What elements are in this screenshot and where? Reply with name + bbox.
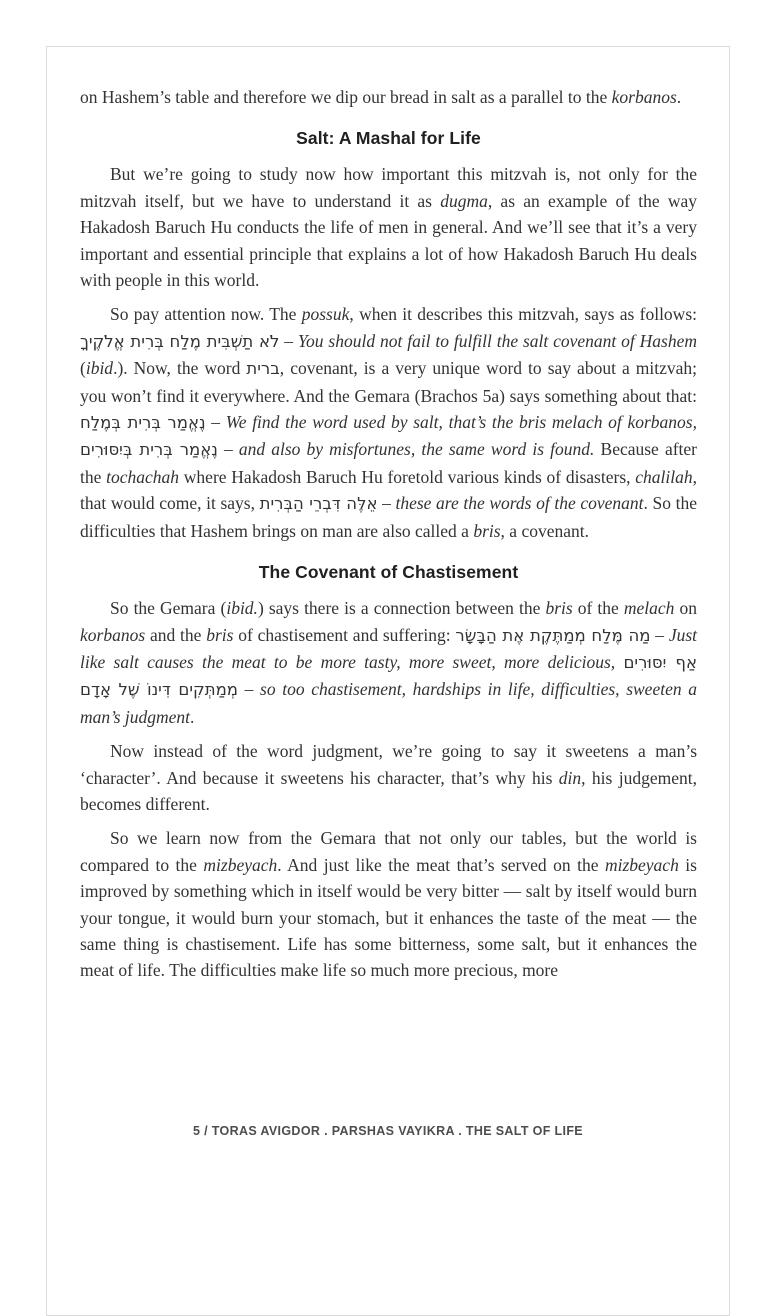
italic-text-run: bris <box>473 520 501 541</box>
text-run: .). Now, the word <box>113 358 247 379</box>
text-run: – <box>650 624 669 645</box>
text-run: – <box>377 493 396 514</box>
hebrew-text: מַה מֶּלַח מְמַתֶּקֶת אֶת הַבָּשָׂר <box>455 625 651 645</box>
text-run: . <box>190 706 195 727</box>
text-run: where Hakadosh Baruch Hu foretold various kinds of disasters, <box>179 466 636 487</box>
text-run: So we learn now from the Gemara that not only our tables, but the world is compared to the <box>80 828 697 875</box>
text-run: on <box>674 598 698 619</box>
text-run: Because after the <box>80 439 697 487</box>
text-run: But we’re going to study now how important this mitzvah is, not only for the mitzvah itself, but we have to understand it as <box>80 164 697 211</box>
italic-text-run: din <box>558 767 582 788</box>
text-run: Now instead of the word judgment, we’re going to say it sweetens a man’s ‘character’. And because it sweetens his character, that’s why his <box>80 741 697 788</box>
text-run: – <box>238 679 261 700</box>
italic-text-run: melach <box>623 598 675 619</box>
paragraph <box>80 301 697 544</box>
text-run: – <box>205 412 226 433</box>
italic-text-run: tochachah <box>106 466 180 487</box>
italic-text-run: You should not fail to fulfill the salt covenant of Hashem <box>297 330 697 351</box>
hebrew-text: נֶאֱמַר בְּרִית בְּיִסּוּרִים <box>80 440 218 460</box>
paragraph <box>80 825 697 983</box>
italic-text-run: so too chastisement, hardships in life, difficulties, sweeten a man’s judgment <box>80 679 697 727</box>
text-run: , when it describes this mitzvah, says as follows: <box>349 304 697 325</box>
page-footer: 5 / TORAS AVIGDOR . PARSHAS VAYIKRA . THE SALT OF LIFE <box>193 1124 583 1138</box>
text-run: on Hashem’s table and therefore we dip our bread in salt as a parallel to the <box>80 87 612 107</box>
text-run: and the <box>145 624 207 645</box>
text-run: , covenant, is a very unique word to say about a mitzvah; you won’t find it everywhere. And the Gemara (Brachos 5a) says something about that: <box>80 358 697 406</box>
italic-text-run: korbanos <box>611 87 677 107</box>
text-run: is improved by something which in itself would be very bitter — salt by itself would burn your tongue, it would burn your stomach, but it enhances the taste of the meat — the same thing is chastisement. Life has some bitterness, some salt, but it enhances the meat of life. The difficulties make life so much more precious, more <box>80 854 697 981</box>
italic-text-run: korbanos <box>80 624 146 645</box>
hebrew-text: אַף יִסּוּרִים מְמַתְּקִים דִּינוֹ שֶׁל אָדָם <box>80 652 698 700</box>
italic-text-run: mizbeyach <box>203 854 278 875</box>
italic-text-run: Just like salt causes the meat to be more tasty, more sweet, more delicious, <box>80 624 698 672</box>
text-run: . So the difficulties that Hashem brings on man are also called a <box>80 493 697 541</box>
hebrew-text: לֹא תַשְׁבִּית מֶלַח בְּרִית אֱלֹקֶיךָ <box>80 331 280 351</box>
text-run: of chastisement and suffering: <box>233 624 456 645</box>
text-run: , as an example of the way Hakadosh Baruch Hu conducts the life of men in general. And we’ll see that it’s a very important and essential principle that explains a lot of how Hakadosh Baruch Hu deals with people in this world. <box>80 190 698 291</box>
text-run: ) says there is a connection between the <box>257 598 546 619</box>
text-run: , his judgement, becomes different. <box>80 767 697 814</box>
hebrew-text: ברית <box>246 359 280 379</box>
italic-text-run: bris <box>545 598 573 619</box>
paragraph <box>80 84 697 110</box>
italic-text-run: dugma <box>440 190 488 211</box>
text-run: , a covenant. <box>500 520 589 541</box>
paragraph <box>80 595 697 730</box>
text-run: So the Gemara ( <box>110 598 227 619</box>
italic-text-run: these are the words of the covenant <box>395 493 644 514</box>
text-run: So pay attention now. The <box>110 304 302 325</box>
text-run: ( <box>80 358 86 379</box>
text-run: – <box>279 330 298 351</box>
paragraph <box>80 161 697 293</box>
italic-text-run: and also by misfortunes, the same word is found. <box>238 439 595 460</box>
italic-text-run: bris <box>206 624 234 645</box>
section-heading: Salt: A Mashal for Life <box>296 128 481 149</box>
text-run: . <box>676 87 682 107</box>
text-run: . And just like the meat that’s served on the <box>277 854 605 875</box>
section-heading: The Covenant of Chastisement <box>258 562 519 583</box>
italic-text-run: ibid <box>85 358 114 379</box>
hebrew-text: אֵלֶּה דִּבְרֵי הַבְּרִית <box>259 494 378 514</box>
italic-text-run: We find the word used by salt, that’s the bris melach of korbanos, <box>225 412 697 433</box>
italic-text-run: mizbeyach <box>604 854 679 875</box>
text-run: – <box>217 439 239 460</box>
text-run: of the <box>572 598 624 619</box>
hebrew-text: נֶאֱמַר בְּרִית בְּמֶלַח <box>80 413 206 433</box>
italic-text-run: ibid. <box>226 598 258 619</box>
content-area <box>80 84 697 992</box>
paragraph <box>80 738 697 817</box>
text-run: , that would come, it says, <box>80 466 697 514</box>
italic-text-run: chalilah <box>635 466 693 487</box>
italic-text-run: possuk <box>301 304 350 325</box>
